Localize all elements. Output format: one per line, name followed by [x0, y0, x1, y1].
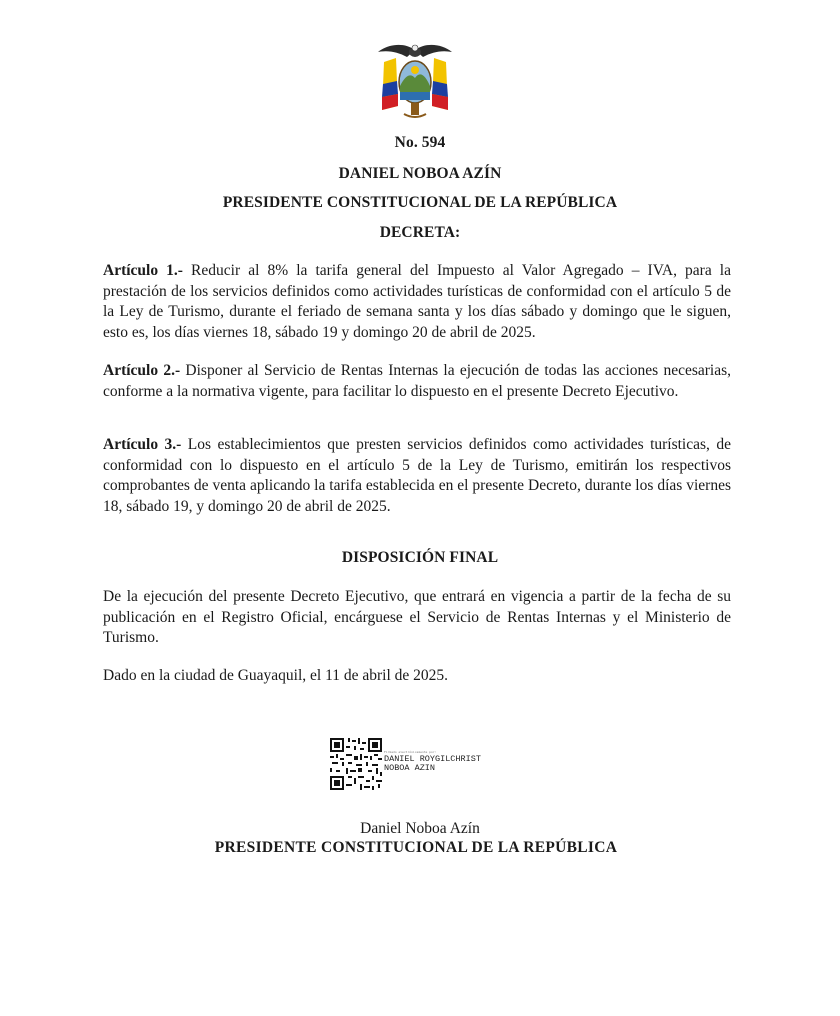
disposicion-final-text: De la ejecución del presente Decreto Ejecutivo, que entrará en vigencia a partir de la fecha de su publicación en el Registro Oficial, encárguese el Servicio de Rentas Internas y el Ministerio de Turismo. — [103, 588, 731, 646]
signature-caption: Firmado electrónicamente por: — [384, 750, 437, 754]
signer-name: Daniel Noboa Azín — [360, 820, 480, 837]
article-text: Disponer al Servicio de Rentas Internas la ejecución de todas las acciones necesarias, conforme a la normativa vigente, para facilitar lo dispuesto en el presente Decreto Ejecutivo. — [103, 362, 731, 400]
president-name: DANIEL NOBOA AZÍN — [338, 165, 502, 182]
electronic-signature — [330, 738, 510, 792]
article-label: Artículo 1.- — [103, 262, 183, 279]
decreta-heading: DECRETA: — [379, 224, 461, 241]
signer-line-1: DANIEL ROYGILCHRIST — [384, 754, 481, 764]
signer-line-2: NOBOA AZIN — [384, 763, 436, 773]
article-3 — [103, 435, 731, 517]
signer-title: PRESIDENTE CONSTITUCIONAL DE LA REPÚBLICA — [214, 839, 618, 856]
article-2 — [103, 361, 731, 402]
article-label: Artículo 2.- — [103, 362, 181, 379]
decree-number: No. 594 — [394, 134, 446, 151]
disposicion-final-heading: DISPOSICIÓN FINAL — [341, 549, 499, 566]
article-text: Reducir al 8% la tarifa general del Impuesto al Valor Agregado – IVA, para la prestación de los servicios definidos como actividades turísticas de conformidad con el artículo 5 de la Ley de Turismo, durante el feriado de semana santa y los días sábado y domingo que le siguen, esto es, los días viernes 18, sábado 19 y domingo 20 de abril de 2025. — [103, 262, 731, 341]
article-text: Los establecimientos que presten servicios definidos como actividades turísticas, de conformidad con lo dispuesto en el artículo 5 de la Ley de Turismo, emitirán los respectivos comprobantes de venta aplicando la tarifa establecida en el presente Decreto, durante los días viernes 18, sábado 19, y domingo 20 de abril de 2025. — [103, 436, 731, 515]
article-1 — [103, 261, 731, 343]
coat-of-arms-icon — [374, 40, 456, 120]
president-title: PRESIDENTE CONSTITUCIONAL DE LA REPÚBLICA — [222, 194, 618, 211]
article-label: Artículo 3.- — [103, 436, 182, 453]
dado-line: Dado en la ciudad de Guayaquil, el 11 de abril de 2025. — [103, 667, 449, 684]
qr-code-icon — [330, 738, 382, 790]
signature-signer — [384, 755, 481, 773]
